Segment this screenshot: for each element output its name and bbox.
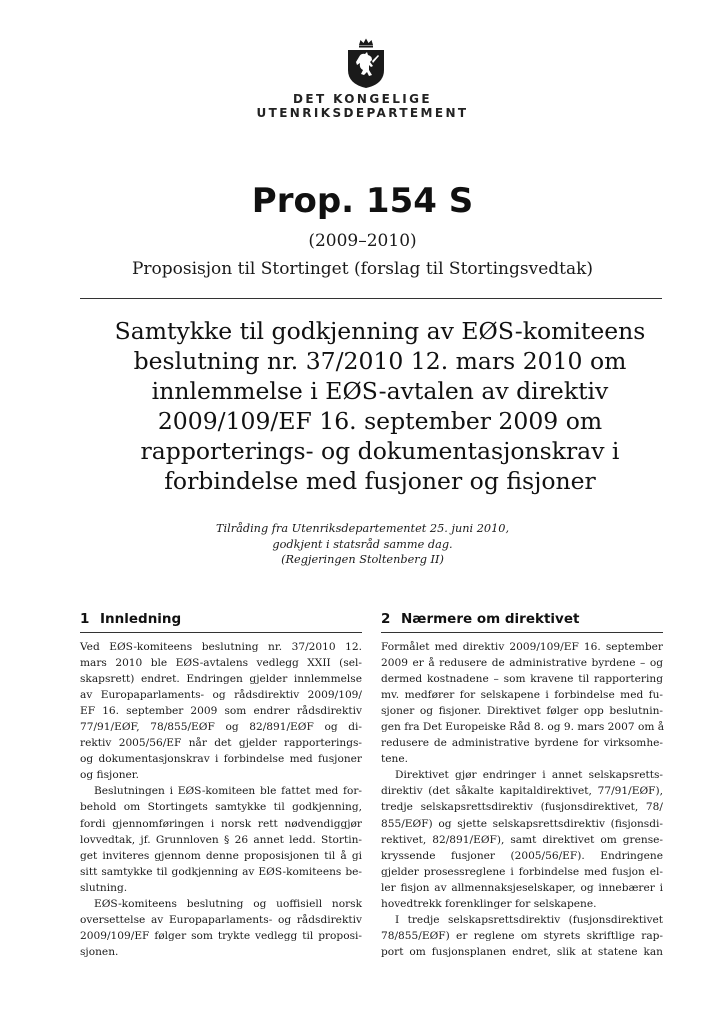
main-title-line: innlemmelse i EØS-avtalen av direktiv: [151, 377, 609, 405]
text-line: oversettelse av Europaparlaments- og rådsdirektiv: [80, 913, 362, 926]
text-line: 2009/109/EF følger som trykte vedlegg til proposi-: [80, 929, 362, 942]
text-line: EF 16. september 2009 som endrer rådsdirektiv: [80, 705, 362, 718]
text-line: skapsrett) endret. Endringen gjelder innlemmelse: [80, 673, 362, 686]
text-line: sjoner og fisjoner. Direktivet følger opp beslutnin-: [381, 705, 663, 718]
text-line: rektiv 2005/56/EF når det gjelder rapporterings-: [80, 737, 362, 750]
text-line: gen fra Det Europeiske Råd 8. og 9. mars 2007 om å: [381, 721, 665, 734]
main-title-line: rapporterings- og dokumentasjonskrav i: [140, 437, 620, 465]
main-title-line: Samtykke til godkjenning av EØS-komiteens: [114, 317, 646, 345]
main-title: [40, 316, 720, 496]
session-year: (2009–2010): [308, 231, 417, 251]
section-heading: [381, 610, 663, 632]
text-line: hovedtrekk forenklinger for selskapene.: [381, 897, 597, 910]
section-divider: [80, 632, 362, 633]
section-title: Innledning: [100, 611, 182, 627]
section-heading: [80, 610, 362, 632]
approval-note: [0, 521, 725, 568]
text-line: 2009 er å redusere de administrative byrdene – og: [381, 657, 663, 670]
text-line: mv. medfører for selskapene i forbindelse med fu-: [381, 689, 663, 702]
main-title-line: beslutning nr. 37/2010 12. mars 2010 om: [133, 347, 627, 375]
main-title-line: forbindelse med fusjoner og fisjoner: [164, 467, 596, 495]
section-divider: [381, 632, 663, 633]
section-body: [381, 639, 663, 960]
text-line: og fisjoner.: [80, 769, 140, 782]
text-line: rektivet, 82/891/EØF), samt direktivet om grense-: [381, 833, 663, 846]
text-line: get inviteres gjennom denne proposisjonen til å gi: [80, 849, 362, 862]
text-line: sjonen.: [80, 945, 119, 958]
text-line: lovvedtak, jf. Grunnloven § 26 annet ledd. Stortin-: [80, 833, 362, 846]
text-line: slutning.: [80, 881, 128, 894]
proposition-number: Prop. 154 S: [251, 181, 474, 221]
text-line: tene.: [381, 753, 408, 766]
text-line: Formålet med direktiv 2009/109/EF 16. september: [381, 641, 663, 653]
main-title-line: 2009/109/EF 16. september 2009 om: [157, 407, 603, 435]
text-line: behold om Stortingets samtykke til godkjenning,: [80, 801, 362, 814]
text-line: tredje selskapsrettsdirektiv (fusjonsdirektivet, 78/: [381, 801, 663, 814]
title-divider: [80, 298, 662, 299]
proposition-subtitle: Proposisjon til Stortinget (forslag til Stortingsvedtak): [131, 259, 594, 279]
approval-line: (Regjeringen Stoltenberg II): [281, 553, 444, 566]
text-line: av Europaparlaments- og rådsdirektiv 2009/109/: [80, 689, 362, 702]
text-line: 78/855/EØF) er reglene om styrets skriftlige rap-: [381, 929, 663, 942]
text-line: gjelder prosessreglene i forbindelse med fusjon el-: [381, 865, 663, 878]
text-line: ler fisjon av allmennaksjeselskaper, og innebærer i: [381, 881, 663, 894]
text-line: Direktivet gjør endringer i annet selskapsretts-: [395, 769, 663, 782]
section-number: 2: [381, 611, 391, 627]
text-line: mars 2010 ble EØS-avtalens vedlegg XXII (sel-: [80, 657, 362, 670]
text-line: Ved EØS-komiteens beslutning nr. 37/2010 12.: [80, 641, 362, 653]
approval-line: godkjent i statsråd samme dag.: [272, 537, 453, 551]
text-line: Beslutningen i EØS-komiteen ble fattet med for-: [94, 785, 362, 798]
text-line: sitt samtykke til godkjenning av EØS-komiteens be-: [80, 865, 362, 878]
ministry-name-line1: DET KONGELIGE: [293, 92, 432, 106]
text-line: fordi gjennomføringen i norsk rett nødvendiggjør: [80, 817, 362, 830]
section-directive: [381, 610, 663, 960]
ministry-name-line2: UTENRIKSDEPARTEMENT: [256, 106, 469, 120]
text-line: redusere de administrative byrdene for virksomhe-: [381, 737, 663, 750]
text-line: direktiv (det såkalte kapitaldirektivet, 77/91/EØF),: [381, 785, 663, 798]
text-line: dermed kostnadene – som kravene til rapportering: [381, 673, 663, 686]
text-line: 855/EØF) og sjette selskapsrettsdirektiv (fisjonsdi-: [381, 817, 663, 830]
approval-line: Tilråding fra Utenriksdepartementet 25. juni 2010,: [215, 522, 510, 535]
text-line: og dokumentasjonskrav i forbindelse med fusjoner: [80, 753, 362, 766]
text-line: port om fusjonsplanen endret, slik at statene kan: [381, 945, 663, 958]
text-line: kryssende fusjoner (2005/56/EF). Endringene: [381, 849, 663, 862]
text-line: 77/91/EØF, 78/855/EØF og 82/891/EØF og di-: [80, 721, 362, 734]
section-title: Nærmere om direktivet: [401, 611, 580, 627]
text-line: I tredje selskapsrettsdirektiv (fusjonsdirektivet: [395, 913, 663, 926]
text-line: EØS-komiteens beslutning og uoffisiell norsk: [94, 897, 362, 910]
section-number: 1: [80, 611, 90, 627]
section-body: [80, 639, 362, 960]
norwegian-coat-of-arms-icon: [345, 37, 387, 89]
section-introduction: [80, 610, 362, 960]
